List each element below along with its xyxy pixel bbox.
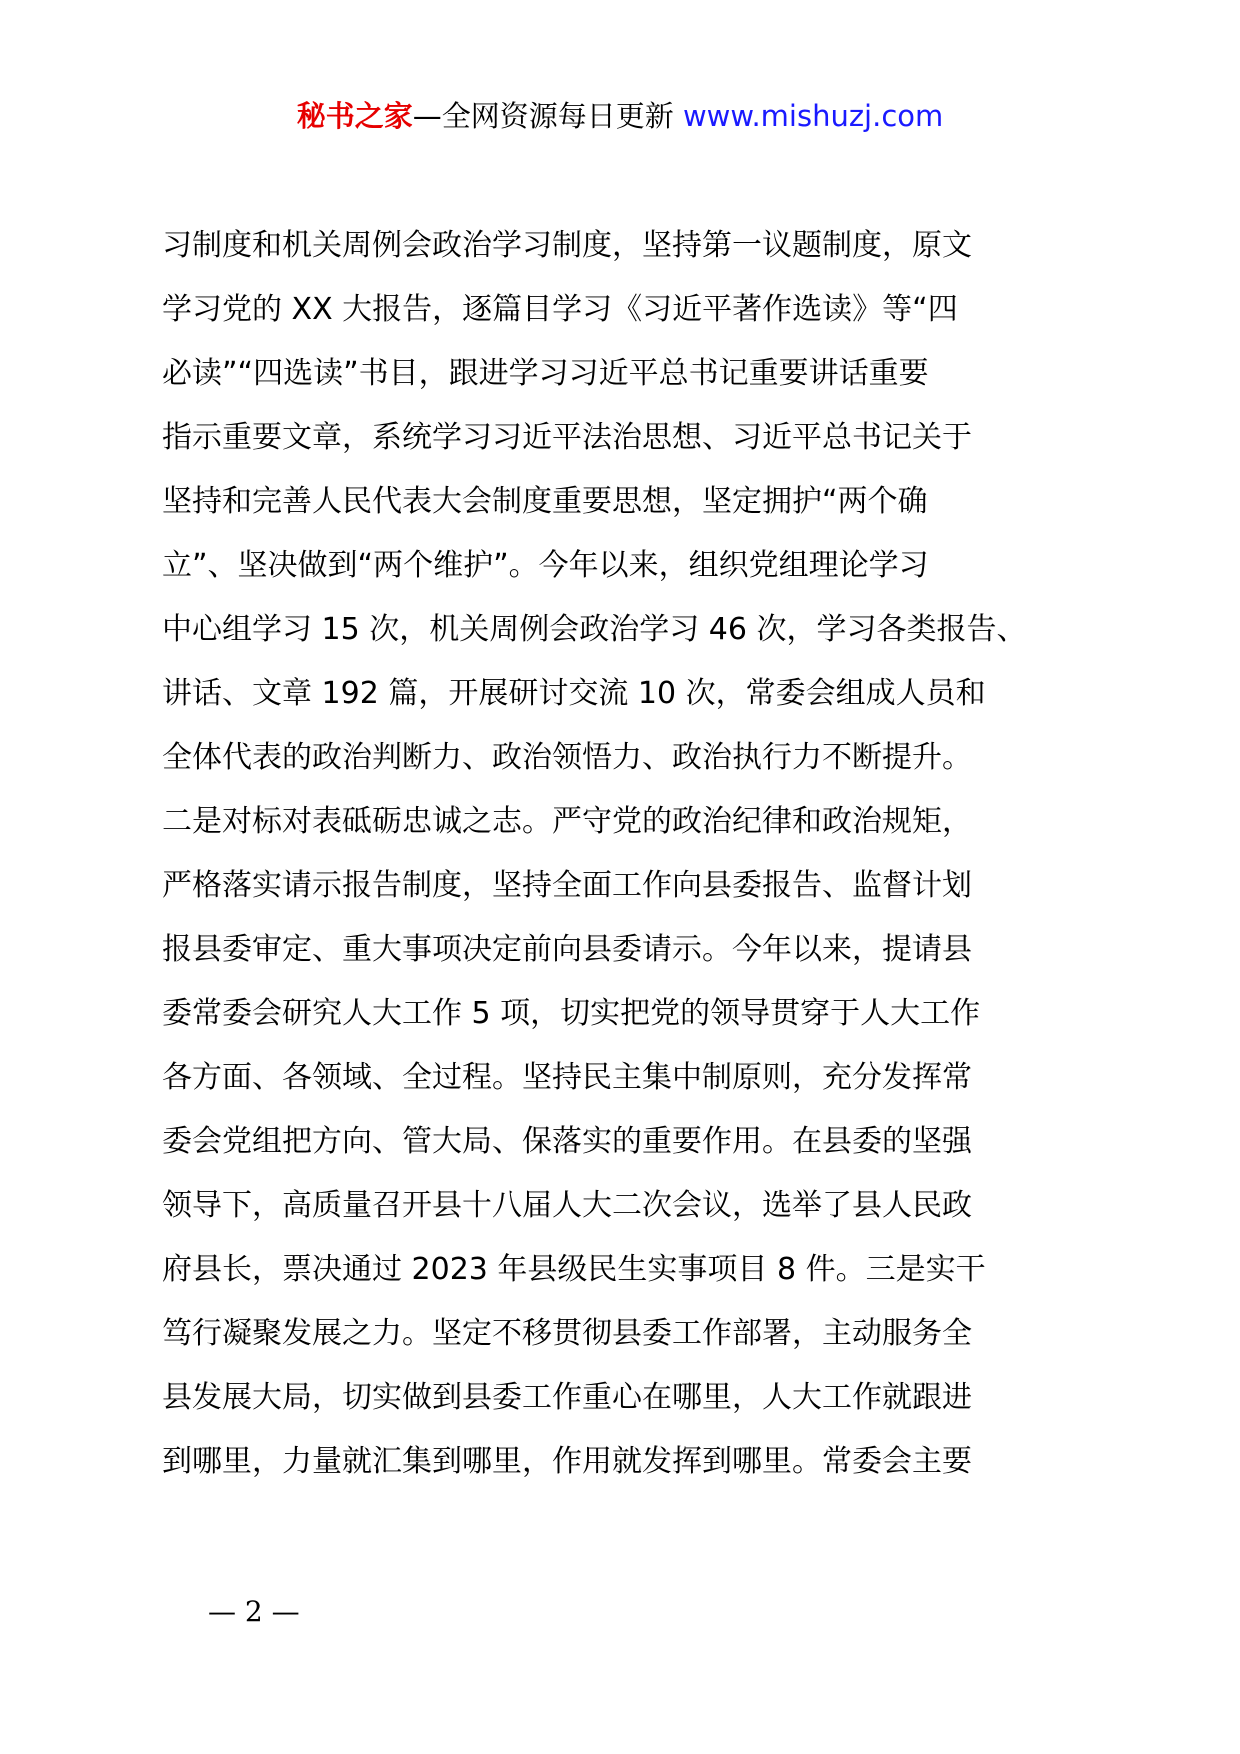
body-line: 中心组学习 15 次，机关周例会政治学习 46 次，学习各类报告、 bbox=[162, 612, 1027, 647]
body-line: 立”、坚决做到“两个维护”。今年以来，组织党组理论学习 bbox=[162, 548, 929, 583]
body-line: 二是对标对表砥砺忠诚之志。严守党的政治纪律和政治规矩， bbox=[162, 804, 972, 839]
body-line: 到哪里，力量就汇集到哪里，作用就发挥到哪里。常委会主要 bbox=[162, 1444, 972, 1479]
body-line: 全体代表的政治判断力、政治领悟力、政治执行力不断提升。 bbox=[162, 740, 972, 775]
body-line: 习制度和机关周例会政治学习制度，坚持第一议题制度，原文 bbox=[162, 228, 972, 263]
page-number: — 2 — bbox=[208, 1595, 300, 1628]
site-url[interactable]: www.mishuzj.com bbox=[682, 99, 944, 133]
body-line: 学习党的 XX 大报告，逐篇目学习《习近平著作选读》等“四 bbox=[162, 292, 958, 327]
body-line: 坚持和完善人民代表大会制度重要思想，坚定拥护“两个确 bbox=[162, 484, 928, 519]
site-brand: 秘书之家 bbox=[296, 99, 413, 133]
body-line: 各方面、各领域、全过程。坚持民主集中制原则，充分发挥常 bbox=[162, 1060, 972, 1095]
body-line: 必读”“四选读”书目，跟进学习习近平总书记重要讲话重要 bbox=[162, 356, 929, 391]
body-line: 领导下，高质量召开县十八届人大二次会议，选举了县人民政 bbox=[162, 1188, 972, 1223]
body-line: 讲话、文章 192 篇，开展研讨交流 10 次，常委会组成人员和 bbox=[162, 676, 986, 711]
body-line: 笃行凝聚发展之力。坚定不移贯彻县委工作部署，主动服务全 bbox=[162, 1316, 972, 1351]
site-slogan: —全网资源每日更新 bbox=[412, 99, 683, 133]
body-line: 严格落实请示报告制度，坚持全面工作向县委报告、监督计划 bbox=[162, 868, 972, 903]
body-line: 委常委会研究人大工作 5 项，切实把党的领导贯穿于人大工作 bbox=[162, 996, 981, 1031]
body-line: 报县委审定、重大事项决定前向县委请示。今年以来，提请县 bbox=[162, 932, 972, 967]
body-line: 委会党组把方向、管大局、保落实的重要作用。在县委的坚强 bbox=[162, 1124, 972, 1159]
body-line: 指示重要文章，系统学习习近平法治思想、习近平总书记关于 bbox=[162, 420, 972, 455]
page-header bbox=[0, 96, 1240, 136]
document-body bbox=[162, 214, 1102, 1494]
body-line: 府县长，票决通过 2023 年县级民生实事项目 8 件。三是实干 bbox=[162, 1252, 986, 1287]
body-line: 县发展大局，切实做到县委工作重心在哪里，人大工作就跟进 bbox=[162, 1380, 972, 1415]
